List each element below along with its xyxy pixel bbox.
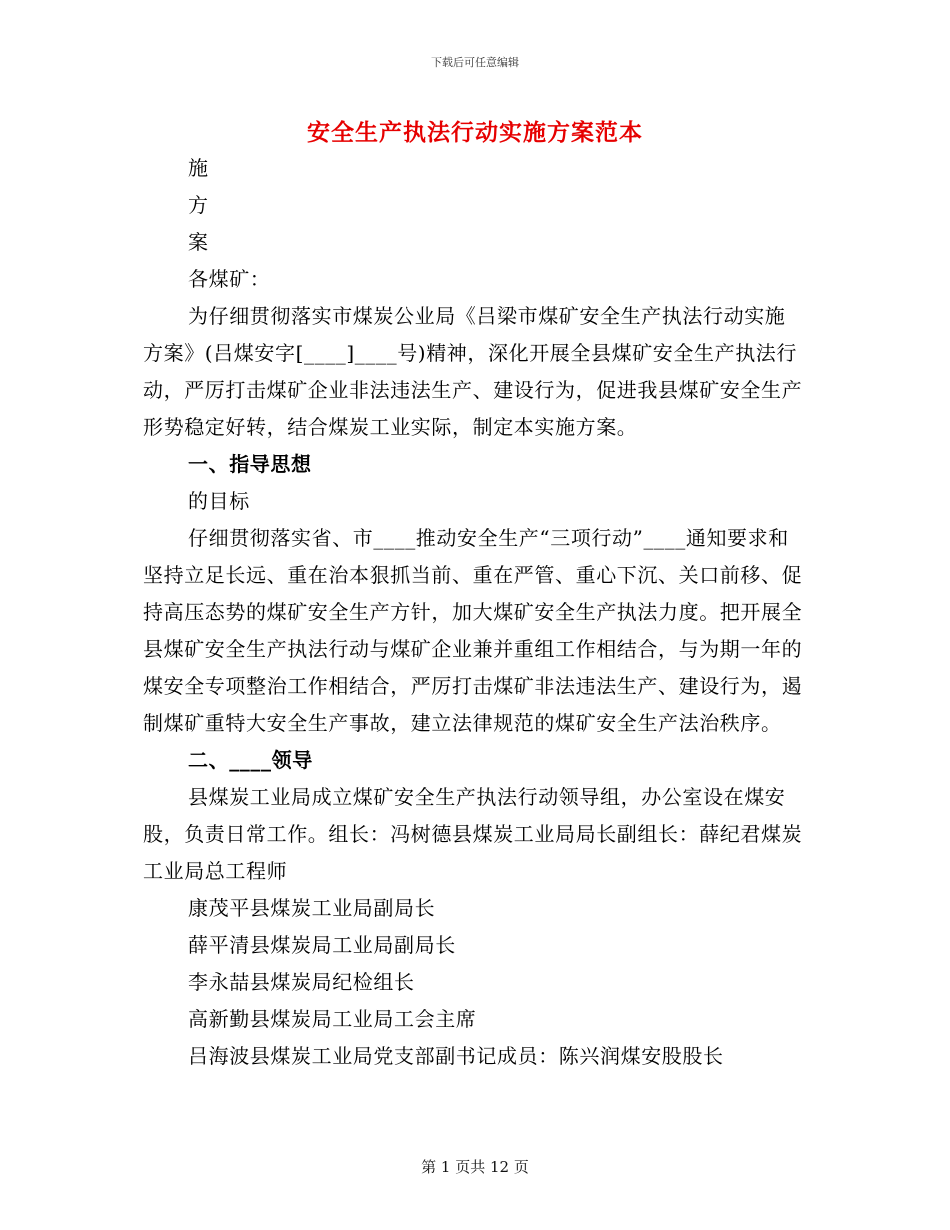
- section1-subheading: 的目标: [188, 489, 250, 513]
- document-body: [143, 150, 803, 1075]
- salutation: 各煤矿：: [188, 267, 271, 291]
- page-footer: 第 1 页共 12 页: [421, 1158, 529, 1176]
- member-line: 李永喆县煤炭局纪检组长: [188, 970, 415, 994]
- vertical-char: 案: [188, 230, 209, 254]
- section1-paragraph: 仔细贯彻落实省、市____推动安全生产“三项行动”____通知要求和坚持立足长远、重在治本狠抓当前、重在严管、重心下沉、关口前移、促持高压态势的煤矿安全生产方针，加大煤矿安全生产执法力度。把开展全县煤矿安全生产执法行动与煤矿企业兼并重组工作相结合，与为期一年的煤安全专项整治工作相结合，严厉打击煤矿非法违法生产、建设行为，遏制煤矿重特大安全生产事故，建立法律规范的煤矿安全生产法治秩序。: [143, 526, 803, 735]
- intro-paragraph: 为仔细贯彻落实市煤炭公业局《吕梁市煤矿安全生产执法行动实施方案》(吕煤安字[____]____号)精神，深化开展全县煤矿安全生产执法行动，严厉打击煤矿企业非法违法生产、建设行为，促进我县煤矿安全生产形势稳定好转，结合煤炭工业实际，制定本实施方案。: [143, 304, 803, 439]
- section1-heading: 一、指导思想: [188, 452, 312, 476]
- header-note: 下载后可任意编辑: [431, 56, 519, 69]
- document-title: 安全生产执法行动实施方案范本: [307, 119, 643, 146]
- vertical-char: 施: [188, 156, 209, 180]
- member-line: 薛平清县煤炭局工业局副局长: [188, 933, 456, 957]
- member-line: 高新勤县煤炭局工业局工会主席: [188, 1007, 477, 1031]
- member-line: 康茂平县煤炭工业局副局长: [188, 896, 436, 920]
- member-line: 吕海波县煤炭工业局党支部副书记成员：陈兴润煤安股股长: [188, 1044, 724, 1068]
- section2-paragraph: 县煤炭工业局成立煤矿安全生产执法行动领导组，办公室设在煤安股，负责日常工作。组长：冯树德县煤炭工业局局长副组长：薛纪君煤炭工业局总工程师: [143, 785, 803, 883]
- section2-heading: 二、____领导: [188, 748, 313, 772]
- vertical-char: 方: [188, 193, 209, 217]
